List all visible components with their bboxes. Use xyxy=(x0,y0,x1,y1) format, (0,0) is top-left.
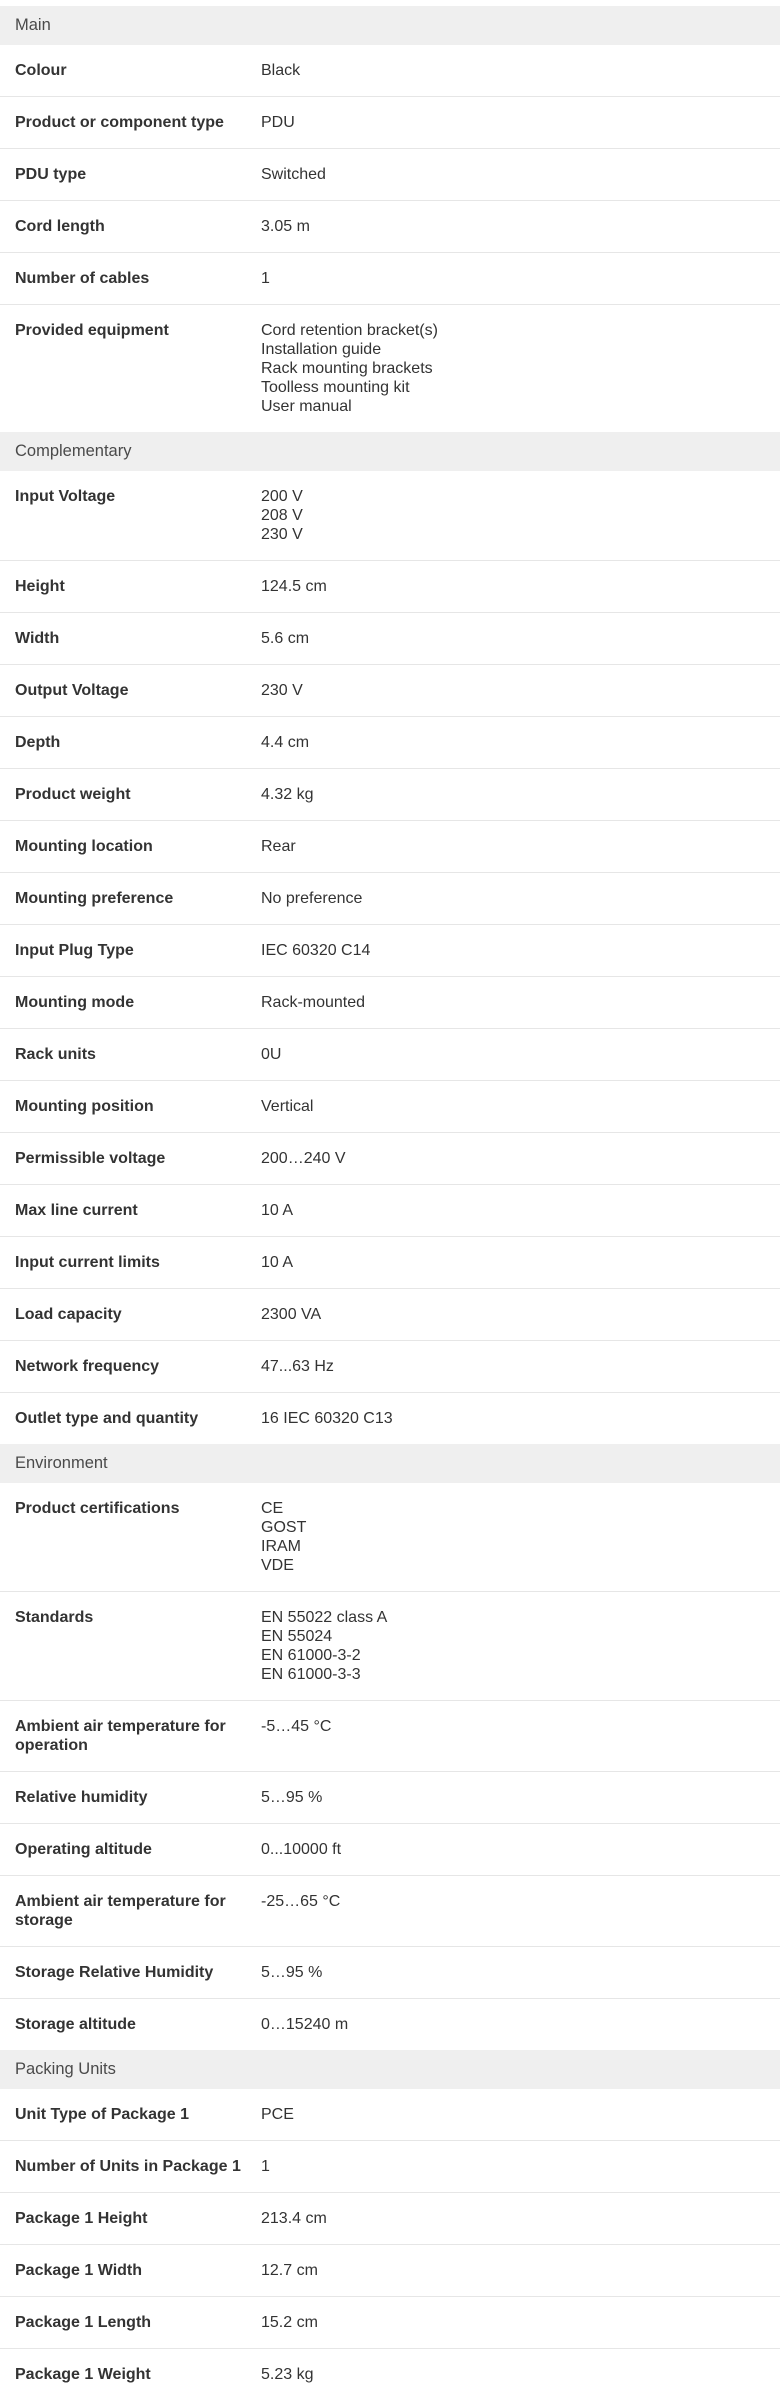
spec-value-line: Rack-mounted xyxy=(261,994,366,1011)
spec-label: Cord length xyxy=(15,218,105,235)
spec-value xyxy=(261,1357,780,1376)
spec-label: Input Plug Type xyxy=(15,942,134,959)
section-rows xyxy=(0,2089,780,2400)
spec-label: Number of Units in Package 1 xyxy=(15,2158,241,2175)
spec-label: Storage altitude xyxy=(15,2016,136,2033)
spec-value xyxy=(261,1788,780,1807)
spec-label: Relative humidity xyxy=(15,1789,148,1806)
spec-value-line: Rack mounting brackets xyxy=(261,360,433,377)
spec-value xyxy=(261,1201,780,1220)
spec-value-line: 2300 VA xyxy=(261,1306,322,1323)
spec-value xyxy=(261,2157,780,2176)
spec-value xyxy=(261,321,780,416)
spec-row-network-frequency xyxy=(0,1341,780,1393)
spec-value-line: IRAM xyxy=(261,1538,301,1555)
spec-section-environment xyxy=(0,1444,780,2050)
spec-value xyxy=(261,889,780,908)
spec-value xyxy=(261,681,780,700)
spec-value-line: Toolless mounting kit xyxy=(261,379,410,396)
spec-value-line: 4.4 cm xyxy=(261,734,310,751)
spec-value-line: User manual xyxy=(261,398,352,415)
spec-label: PDU type xyxy=(15,166,87,183)
spec-label: Input Voltage xyxy=(15,488,116,505)
section-rows xyxy=(0,471,780,1444)
spec-row-provided-equipment xyxy=(0,305,780,432)
spec-value-line: EN 55024 xyxy=(261,1628,333,1645)
spec-row-pdu-type xyxy=(0,149,780,201)
spec-value-line: Black xyxy=(261,62,301,79)
spec-value-line: 208 V xyxy=(261,507,303,524)
spec-value-line: 230 V xyxy=(261,526,303,543)
spec-label: Rack units xyxy=(15,1046,96,1063)
spec-label: Package 1 Weight xyxy=(15,2366,151,2383)
spec-value-line: 5…95 % xyxy=(261,1964,323,1981)
spec-value xyxy=(261,577,780,596)
spec-label: Number of cables xyxy=(15,270,150,287)
spec-row-load-capacity xyxy=(0,1289,780,1341)
spec-value xyxy=(261,1608,780,1684)
spec-row-cord-length xyxy=(0,201,780,253)
spec-section-complementary xyxy=(0,432,780,1444)
spec-value xyxy=(261,2209,780,2228)
spec-value-line: EN 55022 class A xyxy=(261,1609,388,1626)
spec-row-standards xyxy=(0,1592,780,1701)
spec-value xyxy=(261,629,780,648)
section-header: Complementary xyxy=(0,432,780,471)
spec-value xyxy=(261,1045,780,1064)
spec-label: Permissible voltage xyxy=(15,1150,166,1167)
spec-row-package-1-width xyxy=(0,2245,780,2297)
spec-row-rack-units xyxy=(0,1029,780,1081)
spec-row-storage-altitude xyxy=(0,1999,780,2050)
spec-label: Depth xyxy=(15,734,61,751)
spec-row-input-current-limits xyxy=(0,1237,780,1289)
spec-value-line: 1 xyxy=(261,2158,270,2175)
spec-value-line: 4.32 kg xyxy=(261,786,314,803)
spec-label: Width xyxy=(15,630,60,647)
spec-label: Mounting location xyxy=(15,838,153,855)
spec-value-line: 1 xyxy=(261,270,270,287)
spec-label: Unit Type of Package 1 xyxy=(15,2106,189,2123)
spec-value xyxy=(261,217,780,236)
spec-label: Package 1 Height xyxy=(15,2210,148,2227)
spec-row-number-of-units-in-package-1 xyxy=(0,2141,780,2193)
spec-value xyxy=(261,1149,780,1168)
spec-value xyxy=(261,1963,780,1982)
spec-value-line: Vertical xyxy=(261,1098,314,1115)
spec-label: Provided equipment xyxy=(15,322,169,339)
spec-value-line: EN 61000-3-3 xyxy=(261,1666,361,1683)
spec-value-line: 10 A xyxy=(261,1254,294,1271)
spec-value xyxy=(261,2105,780,2124)
spec-label: Height xyxy=(15,578,65,595)
spec-label: Mounting position xyxy=(15,1098,154,1115)
spec-label: Output Voltage xyxy=(15,682,129,699)
spec-row-product-certifications xyxy=(0,1483,780,1592)
spec-label: Standards xyxy=(15,1609,94,1626)
spec-label: Input current limits xyxy=(15,1254,160,1271)
spec-value xyxy=(261,2261,780,2280)
section-header: Environment xyxy=(0,1444,780,1483)
spec-row-mounting-position xyxy=(0,1081,780,1133)
spec-value-line: 12.7 cm xyxy=(261,2262,318,2279)
spec-value xyxy=(261,487,780,544)
spec-value xyxy=(261,993,780,1012)
spec-label: Product or component type xyxy=(15,114,224,131)
spec-row-package-1-length xyxy=(0,2297,780,2349)
spec-row-output-voltage xyxy=(0,665,780,717)
spec-value-line: 10 A xyxy=(261,1202,294,1219)
spec-value xyxy=(261,1305,780,1324)
spec-row-ambient-air-temperature-for-storage xyxy=(0,1876,780,1947)
spec-section-packing-units xyxy=(0,2050,780,2400)
spec-value-line: VDE xyxy=(261,1557,294,1574)
spec-value-line: IEC 60320 C14 xyxy=(261,942,371,959)
spec-row-permissible-voltage xyxy=(0,1133,780,1185)
spec-value xyxy=(261,61,780,80)
spec-value-line: CE xyxy=(261,1500,284,1517)
spec-label: Operating altitude xyxy=(15,1841,152,1858)
spec-row-relative-humidity xyxy=(0,1772,780,1824)
spec-value-line: 124.5 cm xyxy=(261,578,327,595)
spec-value-line: 3.05 m xyxy=(261,218,310,235)
spec-row-package-1-height xyxy=(0,2193,780,2245)
spec-value-line: 5.23 kg xyxy=(261,2366,314,2383)
spec-label: Ambient air temperature for operation xyxy=(15,1718,226,1754)
spec-label: Max line current xyxy=(15,1202,138,1219)
spec-value xyxy=(261,1499,780,1575)
spec-value xyxy=(261,1253,780,1272)
spec-value xyxy=(261,2365,780,2384)
section-rows xyxy=(0,1483,780,2050)
spec-value-line: Switched xyxy=(261,166,326,183)
spec-value-line: 230 V xyxy=(261,682,303,699)
spec-value-line: 0U xyxy=(261,1046,282,1063)
spec-label: Colour xyxy=(15,62,67,79)
spec-value xyxy=(261,1717,780,1755)
spec-value-line: 213.4 cm xyxy=(261,2210,327,2227)
spec-value xyxy=(261,2313,780,2332)
spec-value xyxy=(261,733,780,752)
spec-label: Outlet type and quantity xyxy=(15,1410,199,1427)
spec-value xyxy=(261,1840,780,1859)
spec-value-line: 5.6 cm xyxy=(261,630,310,647)
spec-row-height xyxy=(0,561,780,613)
spec-value-line: 200…240 V xyxy=(261,1150,346,1167)
spec-value xyxy=(261,1097,780,1116)
spec-row-width xyxy=(0,613,780,665)
spec-label: Ambient air temperature for storage xyxy=(15,1893,226,1929)
spec-row-storage-relative-humidity xyxy=(0,1947,780,1999)
spec-row-operating-altitude xyxy=(0,1824,780,1876)
spec-value-line: Cord retention bracket(s) xyxy=(261,322,438,339)
spec-value-line: PCE xyxy=(261,2106,294,2123)
spec-value-line: Installation guide xyxy=(261,341,382,358)
spec-label: Mounting preference xyxy=(15,890,174,907)
spec-value-line: 0...10000 ft xyxy=(261,1841,342,1858)
spec-row-mounting-mode xyxy=(0,977,780,1029)
spec-label: Package 1 Width xyxy=(15,2262,143,2279)
spec-row-max-line-current xyxy=(0,1185,780,1237)
spec-value xyxy=(261,837,780,856)
spec-value-line: No preference xyxy=(261,890,363,907)
section-header: Main xyxy=(0,6,780,45)
spec-label: Storage Relative Humidity xyxy=(15,1964,214,1981)
spec-value xyxy=(261,2015,780,2034)
spec-value xyxy=(261,785,780,804)
spec-row-product-weight xyxy=(0,769,780,821)
spec-value xyxy=(261,269,780,288)
spec-value-line: 15.2 cm xyxy=(261,2314,318,2331)
spec-label: Product weight xyxy=(15,786,131,803)
spec-row-depth xyxy=(0,717,780,769)
spec-value-line: -25…65 °C xyxy=(261,1893,341,1910)
spec-value xyxy=(261,1409,780,1428)
spec-value-line: 5…95 % xyxy=(261,1789,323,1806)
spec-value-line: 47...63 Hz xyxy=(261,1358,334,1375)
spec-label: Load capacity xyxy=(15,1306,122,1323)
spec-value-line: PDU xyxy=(261,114,295,131)
spec-value-line: GOST xyxy=(261,1519,307,1536)
spec-value xyxy=(261,113,780,132)
spec-row-package-1-weight xyxy=(0,2349,780,2400)
spec-row-input-voltage xyxy=(0,471,780,561)
spec-label: Network frequency xyxy=(15,1358,160,1375)
spec-row-product-or-component-type xyxy=(0,97,780,149)
spec-row-colour xyxy=(0,45,780,97)
spec-value-line: Rear xyxy=(261,838,296,855)
spec-label: Product certifications xyxy=(15,1500,180,1517)
spec-value-line: 0…15240 m xyxy=(261,2016,349,2033)
spec-value-line: 16 IEC 60320 C13 xyxy=(261,1410,393,1427)
spec-value-line: 200 V xyxy=(261,488,303,505)
section-rows xyxy=(0,45,780,432)
spec-label: Package 1 Length xyxy=(15,2314,152,2331)
spec-value xyxy=(261,165,780,184)
spec-value-line: -5…45 °C xyxy=(261,1718,332,1735)
spec-value-line: EN 61000-3-2 xyxy=(261,1647,361,1664)
spec-row-mounting-location xyxy=(0,821,780,873)
spec-row-input-plug-type xyxy=(0,925,780,977)
spec-row-outlet-type-and-quantity xyxy=(0,1393,780,1444)
spec-section-main xyxy=(0,6,780,432)
spec-row-unit-type-of-package-1 xyxy=(0,2089,780,2141)
spec-label: Mounting mode xyxy=(15,994,135,1011)
section-header: Packing Units xyxy=(0,2050,780,2089)
spec-row-number-of-cables xyxy=(0,253,780,305)
spec-value xyxy=(261,1892,780,1930)
spec-row-mounting-preference xyxy=(0,873,780,925)
spec-row-ambient-air-temperature-for-operation xyxy=(0,1701,780,1772)
spec-value xyxy=(261,941,780,960)
